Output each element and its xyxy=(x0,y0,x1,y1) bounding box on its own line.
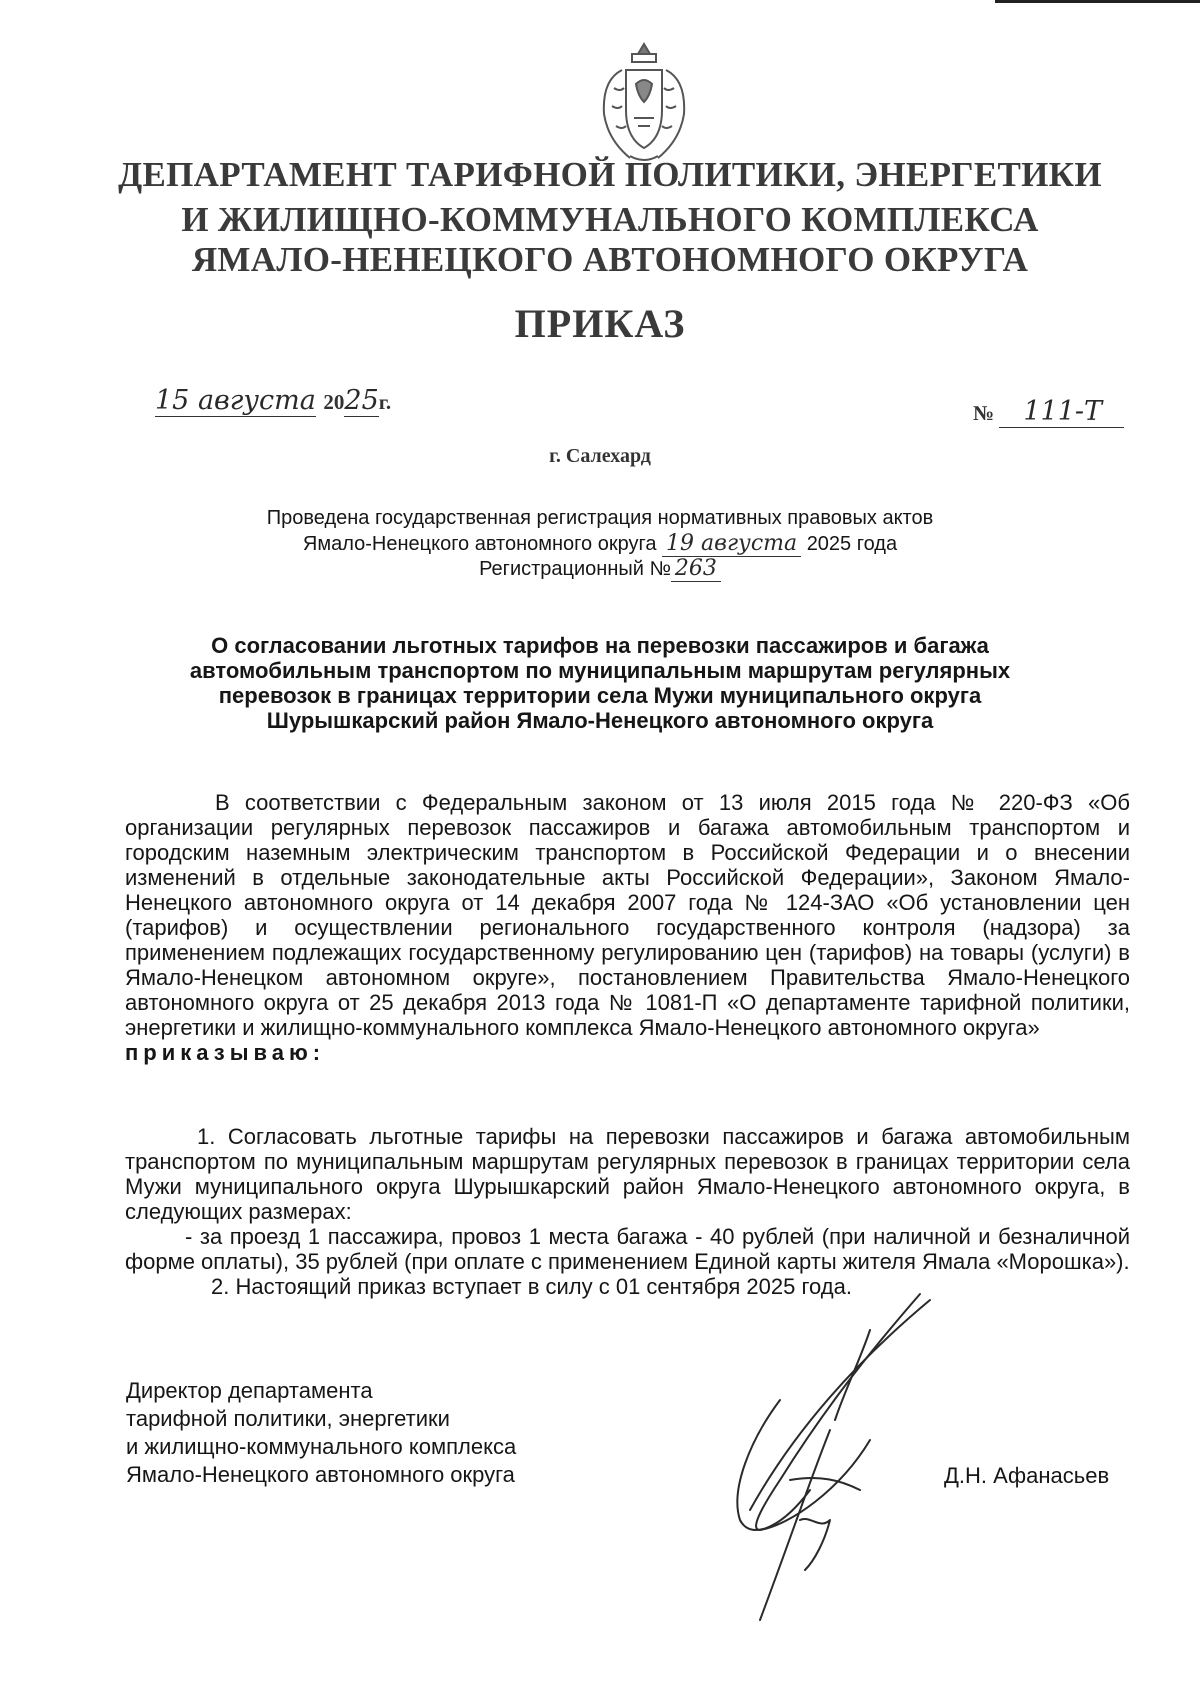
order-date-suffix: г. xyxy=(378,390,392,414)
preamble-block xyxy=(125,790,1130,1065)
item-2: 2. Настоящий приказ вступает в силу с 01 сентября 2025 года. xyxy=(211,1274,852,1299)
signatory-position-line-2: тарифной политики, энергетики xyxy=(126,1406,450,1431)
order-word: приказываю: xyxy=(125,1040,326,1065)
subject-line-2: автомобильным транспортом по муниципальным маршрутам регулярных xyxy=(189,658,1011,683)
handwritten-signature xyxy=(720,1290,940,1630)
order-date-year-prefix: 20 xyxy=(323,390,345,414)
order-items xyxy=(125,1124,1130,1299)
item-1: 1. Согласовать льготные тарифы на перевозки пассажиров и багажа автомобильным транспортом по муниципальным маршрутам регулярных перевозок в границах территории села Мужи муниципального округа Шурышкарский район Ямало-Ненецкого автономного округа, в следующих размерах: xyxy=(125,1124,1130,1224)
subject-line-4: Шурышкарский район Ямало-Ненецкого автономного округа xyxy=(266,708,934,733)
signatory-position-line-4: Ямало-Ненецкого автономного округа xyxy=(126,1462,515,1487)
item-1-subitem: - за проезд 1 пассажира, провоз 1 места багажа - 40 рублей (при наличной и безналичной форме оплаты), 35 рублей (при оплате с применением Единой карты жителя Ямала «Морошка»). xyxy=(125,1224,1130,1274)
subject-line-3: перевозок в границах территории села Мужи муниципального округа xyxy=(218,683,982,708)
signatory-position-line-1: Директор департамента xyxy=(126,1378,373,1403)
department-name-line-1: ДЕПАРТАМЕНТ ТАРИФНОЙ ПОЛИТИКИ, ЭНЕРГЕТИКИ xyxy=(118,155,1102,194)
registration-line-3 xyxy=(160,555,1040,583)
registration-number: 263 xyxy=(671,556,721,582)
coat-of-arms-icon xyxy=(598,40,690,164)
registration-line-2-prefix: Ямало-Ненецкого автономного округа xyxy=(302,533,657,555)
department-name-line-3: ЯМАЛО-НЕНЕЦКОГО АВТОНОМНОГО ОКРУГА xyxy=(191,240,1029,279)
department-name-line-2: И ЖИЛИЩНО-КОММУНАЛЬНОГО КОМПЛЕКСА xyxy=(181,200,1039,239)
order-number xyxy=(973,396,1124,427)
signatory-position-line-3: и жилищно-коммунального комплекса xyxy=(126,1434,517,1459)
order-number-value: 111-Т xyxy=(999,396,1124,428)
registration-number-label: Регистрационный № xyxy=(479,558,671,580)
order-date-year-suffix: 25 xyxy=(344,385,379,416)
top-edge-rule xyxy=(995,0,1200,3)
document-type-title: ПРИКАЗ xyxy=(514,301,686,346)
registration-date: 19 августа xyxy=(662,531,801,557)
order-date-day-month: 15 августа xyxy=(155,385,316,416)
preamble-paragraph: В соответствии с Федеральным законом от 13 июля 2015 года № 220-ФЗ «Об организации регулярных перевозок пассажиров и багажа автомобильным транспортом и городским наземным электрическим транспортом в Российской Федерации и о внесении изменений в отдельные законодательные акты Российской Федерации», Законом Ямало-Ненецкого автономного округа от 14 декабря 2007 года № 124-ЗАО «Об установлении цен (тарифов) и осуществлении регионального государственного контроля (надзора) за применением подлежащих государственному регулированию цен (тарифов) на товары (услуги) в Ямало-Ненецком автономном округе», постановлением Правительства Ямало-Ненецкого автономного округа от 25 декабря 2013 года № 1081-П «О департаменте тарифной политики, энергетики и жилищно-коммунального комплекса Ямало-Ненецкого автономного округа» xyxy=(125,790,1130,1040)
subject-line-1: О согласовании льготных тарифов на перевозки пассажиров и багажа xyxy=(211,633,989,658)
order-number-label: № xyxy=(973,401,995,425)
registration-line-1: Проведена государственная регистрация нормативных правовых актов xyxy=(266,507,934,529)
registration-line-2-suffix: 2025 года xyxy=(806,533,898,555)
signatory-position xyxy=(126,1377,516,1489)
signatory-name: Д.Н. Афанасьев xyxy=(944,1463,1110,1488)
registration-line-2 xyxy=(160,530,1040,558)
order-subject xyxy=(150,633,1050,733)
city-line: г. Салехард xyxy=(549,445,651,467)
order-date xyxy=(155,385,391,416)
